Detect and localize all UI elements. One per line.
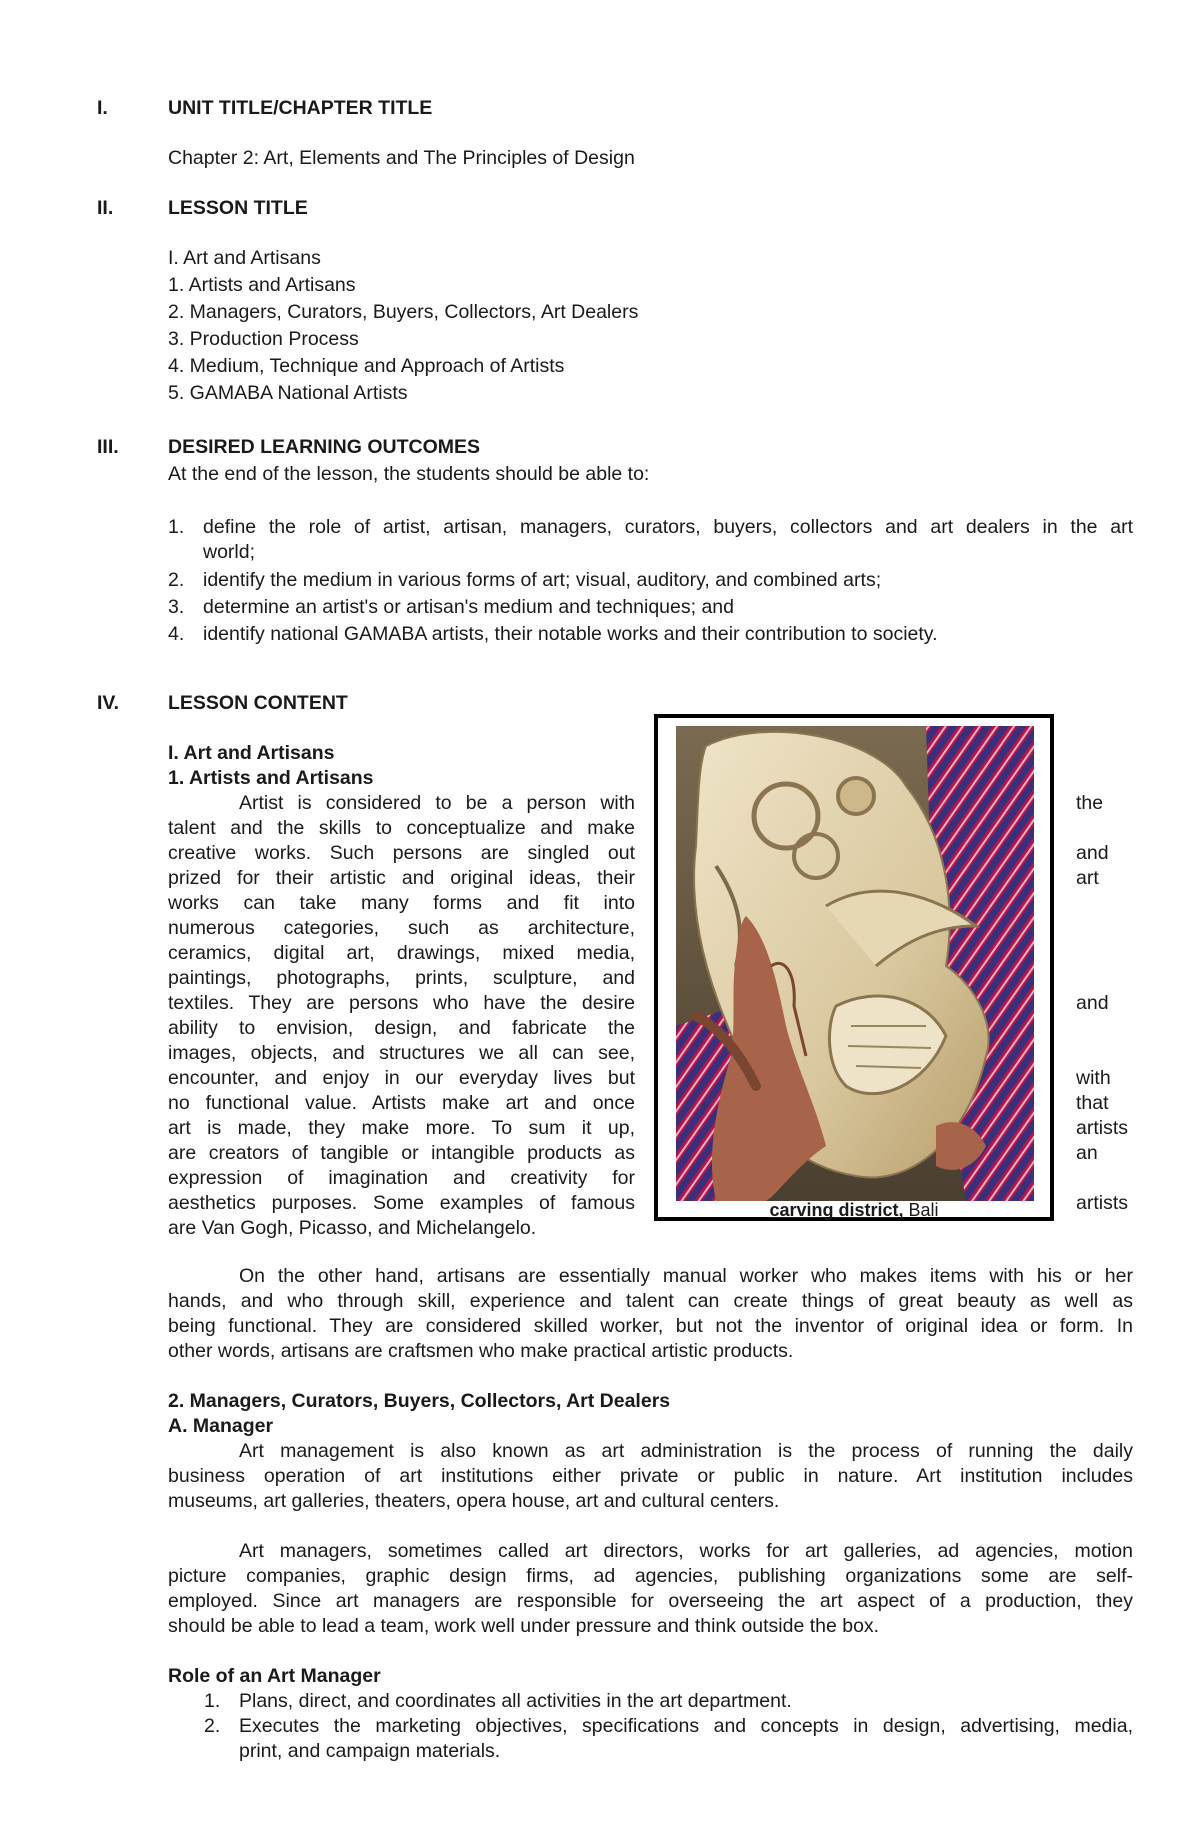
outcome-number: 4. (168, 623, 185, 645)
artist-line: are Van Gogh, Picasso, and Michelangelo. (168, 1217, 537, 1239)
artist-line-right-word: artists (1076, 1117, 1129, 1139)
outcome-number: 1. (168, 516, 185, 538)
mgmt-line: Art management is also known as art administration is the process of running the daily (239, 1440, 1133, 1462)
heading-art-artisans: I. Art and Artisans (168, 742, 335, 764)
outcomes-intro: At the end of the lesson, the students should be able to: (168, 463, 650, 485)
heading-role: Role of an Art Manager (168, 1665, 381, 1687)
artist-line-right-word: artists (1076, 1192, 1129, 1214)
lesson-item: 4. Medium, Technique and Approach of Artists (168, 355, 565, 377)
artist-line-right-word: art (1076, 867, 1099, 889)
artist-line: Artist is considered to be a person with (239, 792, 635, 814)
lesson-item: I. Art and Artisans (168, 247, 321, 269)
photo-caption-rest: Bali (903, 1200, 939, 1220)
artist-line: art is made, they make more. To sum it up, (168, 1117, 635, 1139)
artist-line: images, objects, and structures we all can see, (168, 1042, 635, 1064)
artist-line: textiles. They are persons who have the desire (168, 992, 635, 1014)
mgr-line: should be able to lead a team, work well under pressure and think outside the box. (168, 1615, 880, 1637)
artist-line: encounter, and enjoy in our everyday lives but (168, 1067, 635, 1089)
section-numeral-1: I. (97, 97, 108, 119)
section-title-content: LESSON CONTENT (168, 692, 348, 714)
mgmt-line: museums, art galleries, theaters, opera house, art and cultural centers. (168, 1490, 780, 1512)
lesson-item: 5. GAMABA National Artists (168, 382, 408, 404)
section-numeral-3: III. (97, 436, 119, 458)
artist-line: talent and the skills to conceptualize and make (168, 817, 635, 839)
role-number: 1. (204, 1690, 221, 1712)
section-title-outcomes: DESIRED LEARNING OUTCOMES (168, 436, 481, 458)
lesson-item: 2. Managers, Curators, Buyers, Collectors, Art Dealers (168, 301, 639, 323)
lesson-item: 1. Artists and Artisans (168, 274, 356, 296)
section-numeral-4: IV. (97, 692, 120, 714)
artist-line-right-word: an (1076, 1142, 1098, 1164)
mask-carving-photo (654, 714, 1054, 1221)
outcome-text-cont: world; (203, 541, 256, 563)
lesson-item: 3. Production Process (168, 328, 359, 350)
artist-line: aesthetics purposes. Some examples of famous (168, 1192, 635, 1214)
outcome-text: identify the medium in various forms of art; visual, auditory, and combined arts; (203, 569, 882, 591)
artist-line-right-word: and (1076, 992, 1109, 1014)
artisan-line: being functional. They are considered skilled worker, but not the inventor of original idea or form. In (168, 1315, 1133, 1337)
artisan-line: On the other hand, artisans are essentially manual worker who makes items with his or her (239, 1265, 1133, 1287)
chapter-title: Chapter 2: Art, Elements and The Principles of Design (168, 147, 635, 169)
artist-line-right-word: and (1076, 842, 1109, 864)
artist-line: ceramics, digital art, drawings, mixed media, (168, 942, 635, 964)
heading-artists-artisans: 1. Artists and Artisans (168, 767, 374, 789)
artist-line: no functional value. Artists make art and once (168, 1092, 635, 1114)
role-text-cont: print, and campaign materials. (239, 1740, 501, 1762)
mgr-line: employed. Since art managers are responsible for overseeing the art aspect of a production, they (168, 1590, 1133, 1612)
artisan-line: hands, and who through skill, experience and talent can create things of great beauty as well as (168, 1290, 1133, 1312)
mgr-line: picture companies, graphic design firms, ad agencies, publishing organizations some are self- (168, 1565, 1133, 1587)
outcome-number: 3. (168, 596, 185, 618)
artisan-line: other words, artisans are craftsmen who make practical artistic products. (168, 1340, 794, 1362)
mgmt-line: business operation of art institutions either private or public in nature. Art institution includes (168, 1465, 1133, 1487)
photo-caption (658, 1200, 1050, 1221)
artist-line: creative works. Such persons are singled out (168, 842, 635, 864)
artist-line-right-word: with (1076, 1067, 1111, 1089)
role-text: Plans, direct, and coordinates all activities in the art department. (239, 1690, 792, 1712)
heading-managers: 2. Managers, Curators, Buyers, Collectors, Art Dealers (168, 1390, 671, 1412)
outcome-text: determine an artist's or artisan's medium and techniques; and (203, 596, 734, 618)
artist-line: prized for their artistic and original ideas, their (168, 867, 635, 889)
artist-line-right-word: that (1076, 1092, 1109, 1114)
heading-manager: A. Manager (168, 1415, 274, 1437)
carved-mask-image (676, 726, 1034, 1201)
artist-line: expression of imagination and creativity for (168, 1167, 635, 1189)
section-title-unit: UNIT TITLE/CHAPTER TITLE (168, 97, 433, 119)
artist-line: paintings, photographs, prints, sculpture, and (168, 967, 635, 989)
artist-line: are creators of tangible or intangible products as (168, 1142, 635, 1164)
artist-line: ability to envision, design, and fabricate the (168, 1017, 635, 1039)
artist-line: works can take many forms and fit into (168, 892, 635, 914)
role-number: 2. (204, 1715, 221, 1737)
outcome-number: 2. (168, 569, 185, 591)
section-title-lesson: LESSON TITLE (168, 197, 308, 219)
artist-line-right-word: the (1076, 792, 1104, 814)
photo-caption-bold: carving district, (769, 1200, 904, 1220)
artist-line: numerous categories, such as architecture, (168, 917, 635, 939)
section-numeral-2: II. (97, 197, 114, 219)
mgr-line: Art managers, sometimes called art directors, works for art galleries, ad agencies, motion (239, 1540, 1133, 1562)
outcome-text: identify national GAMABA artists, their notable works and their contribution to society. (203, 623, 938, 645)
role-text: Executes the marketing objectives, specifications and concepts in design, advertising, media, (239, 1715, 1133, 1737)
outcome-text: define the role of artist, artisan, managers, curators, buyers, collectors and art dealers in the art (203, 516, 1133, 538)
